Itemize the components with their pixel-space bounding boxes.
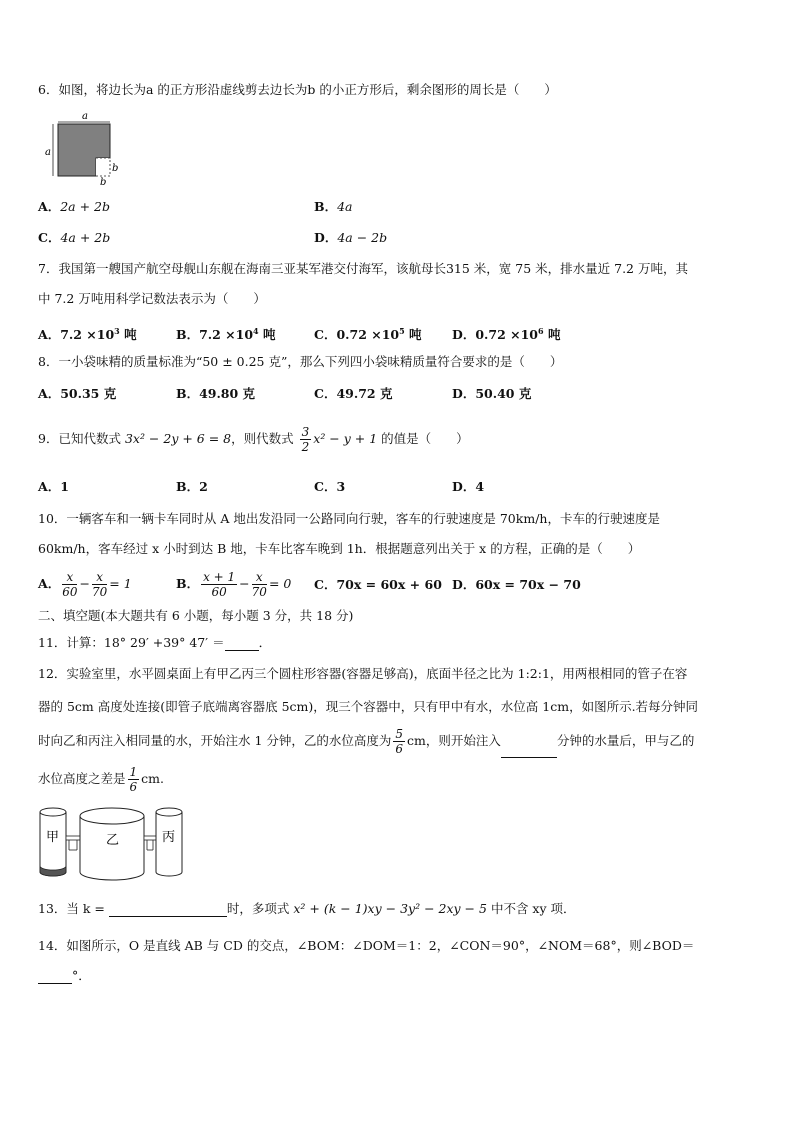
q6-square-figure [42, 110, 126, 186]
q9-option-c[interactable]: C．3 [314, 479, 346, 494]
q11-answer-blank[interactable] [225, 637, 259, 651]
q13-answer-blank[interactable] [109, 903, 227, 917]
q6-option-d[interactable]: D．4a − 2b [314, 230, 388, 245]
fig-label-b-bottom: b [100, 177, 107, 186]
q7-line1: 7．我国第一艘国产航空母舰山东舰在海南三亚某军港交付海军，该航母长315 米，宽 75 米，排水量近 7.2 万吨，其 [38, 261, 688, 276]
fig-label-b-right: b [112, 163, 119, 174]
q10-option-b[interactable]: B． $\frac{x + 1}{60}$ − $\frac{x}{70}$ = 0 [176, 570, 292, 599]
q12-containers-figure [36, 806, 186, 886]
q11-text: 11．计算：18° 29′ +39° 47′ ＝ ． [38, 635, 272, 650]
q7-option-d[interactable]: D．$0.72 \times 10^6$ 吨 [452, 326, 561, 343]
q6-option-c[interactable]: C．4a + 2b [38, 230, 111, 245]
q9-option-a[interactable]: A．1 [38, 479, 69, 494]
fig-label-a-top: a [82, 111, 88, 122]
q10-option-a[interactable]: A． $\frac{x}{60}$ − $\frac{x}{70}$ = 1 [38, 570, 132, 599]
q8-option-a[interactable]: A．50.35 克 [38, 386, 117, 401]
q6-option-b[interactable]: B．4a [314, 199, 353, 214]
q7-option-c[interactable]: C．$0.72 \times 10^5$ 吨 [314, 326, 422, 343]
q10-option-c[interactable]: C．70x = 60x + 60 [314, 577, 442, 592]
q7-option-a[interactable]: A．$7.2 \times 10^3$ 吨 [38, 326, 137, 343]
q12-answer-blank[interactable] [501, 744, 557, 758]
q7-option-b[interactable]: B．$7.2 \times 10^4$ 吨 [176, 326, 276, 343]
q14-answer-blank[interactable] [38, 970, 72, 984]
q8-option-c[interactable]: C．49.72 克 [314, 386, 393, 401]
label-bing: 丙 [162, 830, 176, 845]
q12-line3: 时向乙和丙注入相同量的水，开始注水 1 分钟，乙的水位高度为 $\frac{5}{6}$ cm，则开始注入 分钟的水量后，甲与乙的 [38, 727, 695, 756]
q10-line2: 60km/h，客车经过 x 小时到达 B 地，卡车比客车晚到 1h．根据题意列出关于 x 的方程，正确的是（ ） [38, 541, 641, 556]
q7-line2: 中 7.2 万吨用科学记数法表示为（ ） [38, 291, 266, 306]
q8-option-b[interactable]: B．49.80 克 [176, 386, 256, 401]
section-2-heading: 二、填空题(本大题共有 6 小题，每小题 3 分，共 18 分) [38, 608, 354, 623]
q8-text: 8．一小袋味精的质量标准为“50 ± 0.25 克”，那么下列四小袋味精质量符合要求的是（ ） [38, 354, 563, 369]
q12-line1: 12．实验室里，水平圆桌面上有甲乙丙三个圆柱形容器(容器足够高)，底面半径之比为 1:2:1，用两根相同的管子在容 [38, 666, 688, 681]
q10-line1: 10．一辆客车和一辆卡车同时从 A 地出发沿同一公路同向行驶，客车的行驶速度是 70km/h，卡车的行驶速度是 [38, 511, 660, 526]
q10-option-d[interactable]: D．60x = 70x − 70 [452, 577, 581, 592]
label-yi: 乙 [106, 833, 120, 848]
q8-option-d[interactable]: D．50.40 克 [452, 386, 532, 401]
q9-option-d[interactable]: D．4 [452, 479, 485, 494]
q12-line4: 水位高度之差是 $\frac{1}{6}$ cm. [38, 765, 164, 794]
q13-text: 13．当 k = 时，多项式 x² + (k − 1)xy − 3y² − 2xy − 5 中不含 xy 项． [38, 901, 576, 916]
q12-line2: 器的 5cm 高度处连接(即管子底端离容器底 5cm)，现三个容器中，只有甲中有水，水位高 1cm，如图所示.若每分钟同 [38, 699, 699, 714]
q14-line1: 14．如图所示，O 是直线 AB 与 CD 的交点，∠BOM：∠DOM＝1：2，∠CON＝90°，∠NOM＝68°，则∠BOD＝ [38, 938, 695, 953]
label-jia: 甲 [46, 830, 60, 845]
q9-text: 9．已知代数式 3x² − 2y + 6 = 8，则代数式 $\frac{3}{2}$ x² − y + 1 的值是（ ） [38, 425, 469, 454]
q14-line2: °． [38, 968, 91, 984]
fig-label-a-left: a [45, 147, 51, 158]
q6-text: 6．如图，将边长为a 的正方形沿虚线剪去边长为b 的小正方形后，剩余图形的周长是（ ） [38, 82, 557, 97]
q6-option-a[interactable]: A．2a + 2b [38, 199, 110, 214]
q9-option-b[interactable]: B．2 [176, 479, 208, 494]
